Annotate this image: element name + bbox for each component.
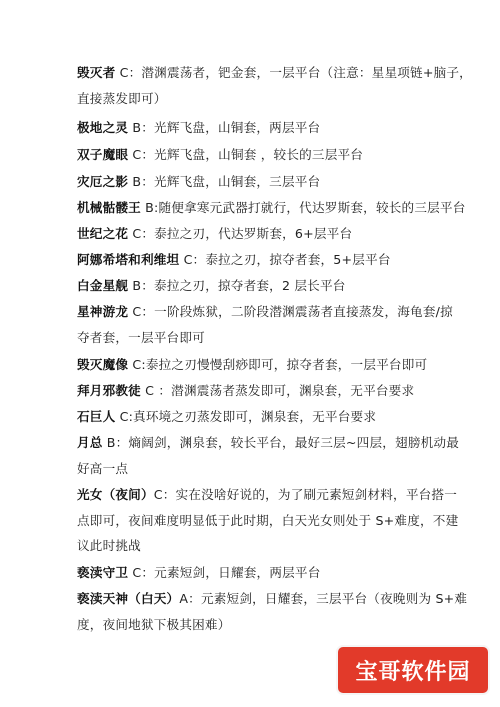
entry-name: 光女（夜间） bbox=[77, 487, 154, 502]
entry-name: 毁灭魔像 bbox=[77, 357, 129, 372]
entry-anahita-leviathan bbox=[77, 247, 437, 273]
entry-text: B：泰拉之刃，掠夺者套，2 层长平台 bbox=[128, 278, 346, 293]
entry-golem bbox=[77, 404, 437, 430]
entry-name: 毁灭者 bbox=[77, 65, 116, 80]
entry-name: 机械骷髅王 bbox=[77, 200, 141, 215]
watermark-text: 宝哥软件园 bbox=[355, 659, 471, 685]
entry-text: C：泰拉之刃，代达罗斯套，6+层平台 bbox=[128, 226, 353, 241]
entry-text: C：潜渊震荡者，钯金套，一层平台（注意：星星项链+脑子， bbox=[115, 65, 472, 80]
entry-providence-day bbox=[77, 586, 468, 637]
entry-text: C：一阶段炼狱，二阶段潜渊震荡者直接蒸发，海龟套/掠 bbox=[128, 304, 453, 319]
entry-twin-eyes bbox=[77, 142, 437, 168]
entry-text: C:真环境之刃蒸发即可，渊泉套，无平台要求 bbox=[115, 409, 377, 424]
entry-name: 亵渎守卫 bbox=[77, 565, 129, 580]
entry-lunatic-cultist bbox=[77, 378, 437, 404]
entry-text: 直接蒸发即可） bbox=[77, 90, 167, 106]
entry-name: 双子魔眼 bbox=[77, 147, 129, 162]
entry-ravager bbox=[77, 352, 437, 378]
entry-destroyer bbox=[77, 60, 472, 111]
entry-astral-dragon bbox=[77, 299, 453, 350]
entry-text: 度，夜间地狱下极其困难） bbox=[77, 616, 231, 632]
entry-name: 拜月邪教徒 bbox=[77, 383, 141, 398]
entry-text: 议此时挑战 bbox=[77, 538, 141, 553]
entry-empress-night bbox=[77, 482, 459, 559]
entry-name: 月总 bbox=[77, 435, 103, 450]
entry-text: C ：潜渊震荡者蒸发即可，渊泉套，无平台要求 bbox=[140, 383, 415, 398]
entry-text: B:随便拿寒元武器打就行，代达罗斯套，较长的三层平台 bbox=[140, 200, 466, 215]
entry-name: 星神游龙 bbox=[77, 304, 129, 319]
entry-text: B：光辉飞盘，山铜套，两层平台 bbox=[128, 120, 321, 135]
entry-text: B：光辉飞盘，山铜套，三层平台 bbox=[128, 174, 321, 189]
entry-text: C：光辉飞盘，山铜套 ，较长的三层平台 bbox=[128, 147, 364, 162]
entry-text: C：实在没啥好说的，为了刷元素短剑材料，平台搭一 bbox=[153, 487, 458, 502]
entry-name: 灾厄之影 bbox=[77, 174, 129, 189]
entry-text: 夺者套，一层平台即可 bbox=[77, 329, 205, 345]
entry-polar-spirit bbox=[77, 115, 437, 141]
entry-plantera bbox=[77, 221, 437, 247]
entry-name: 石巨人 bbox=[77, 409, 116, 424]
entry-text: C：泰拉之刃，掠夺者套，5+层平台 bbox=[179, 252, 391, 267]
entry-text: 好高一点 bbox=[77, 460, 129, 476]
entry-astrum bbox=[77, 273, 437, 299]
entry-profaned-guardians bbox=[77, 560, 437, 586]
entry-text: C：元素短剑，日耀套，两层平台 bbox=[128, 565, 321, 580]
entry-text: 点即可，夜间难度明显低于此时期，白天光女则处于 S+难度，不建 bbox=[77, 512, 459, 528]
entry-text: B：熵阔剑，渊泉套，较长平台，最好三层~四层，翅膀机动最 bbox=[102, 435, 460, 450]
entry-calamity-shadow bbox=[77, 169, 437, 195]
entry-name: 世纪之花 bbox=[77, 226, 129, 241]
entry-text: A：元素短剑，日耀套，三层平台（夜晚则为 S+难 bbox=[179, 591, 468, 606]
entry-text: C:泰拉之刃慢慢刮痧即可，掠夺者套，一层平台即可 bbox=[128, 357, 428, 372]
entry-moon-lord bbox=[77, 430, 460, 481]
entry-name: 极地之灵 bbox=[77, 120, 129, 135]
entry-skeletron-prime bbox=[77, 195, 466, 221]
entry-name: 阿娜希塔和利维坦 bbox=[77, 252, 180, 267]
entry-name: 亵渎天神（白天） bbox=[77, 591, 180, 606]
entry-name: 白金星舰 bbox=[77, 278, 129, 293]
site-watermark bbox=[338, 647, 488, 693]
